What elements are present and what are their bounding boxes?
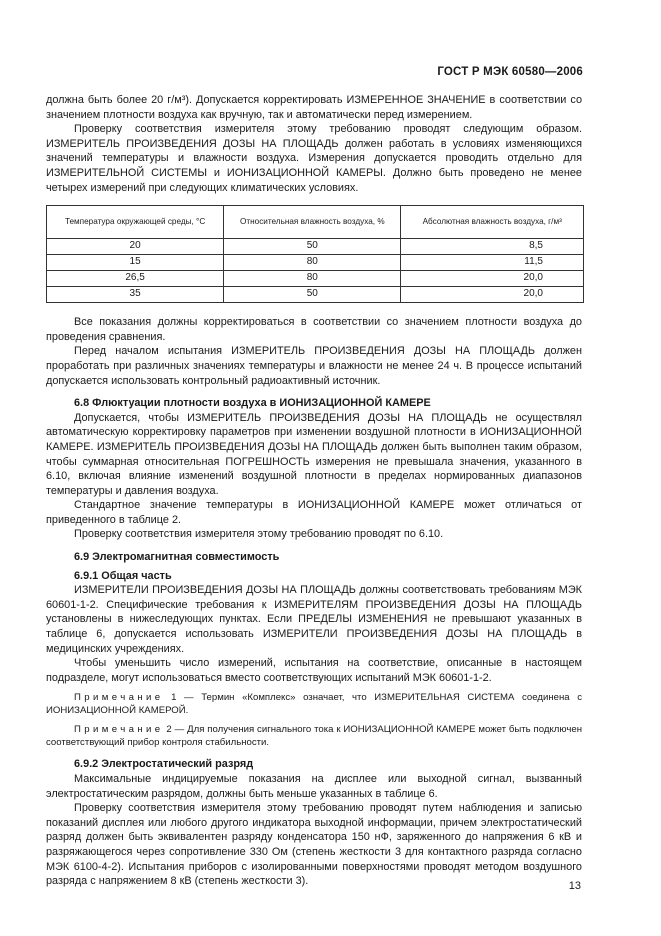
paragraph: Максимальные индицируемые показания на дисплее или выходной сигнал, вызванный электростатическим разрядом, должны быть меньше указанных в таблице 6.	[46, 773, 582, 800]
table-cell: 50	[224, 287, 401, 303]
table-header-row	[47, 206, 584, 239]
climate-conditions-table	[46, 205, 584, 303]
page-number: 13	[568, 880, 581, 892]
paragraph: Проверку соответствия измерителя этому требованию проводят по 6.10.	[74, 528, 444, 541]
section-heading-6-8: 6.8 Флюктуации плотности воздуха в ИОНИЗАЦИОННОЙ КАМЕРЕ	[74, 397, 431, 410]
section-heading-6-9-1: 6.9.1 Общая часть	[74, 569, 172, 582]
note-label: Примечание	[74, 724, 164, 736]
paragraph: Все показания должны корректироваться в соответствии со значением плотности воздуха до проведения сравнения.	[46, 316, 582, 343]
document-header: ГОСТ Р МЭК 60580—2006	[437, 66, 583, 78]
table-cell: 50	[224, 239, 401, 255]
paragraph: Проверку соответствия измерителя этому требованию проводят следующим образом. ИЗМЕРИТЕЛЬ ПРОИЗВЕДЕНИЯ ДОЗЫ НА ПЛОЩАДЬ должен работать в условиях изменяющихся значений температуры и влажности воздуха. Измерения допускается проводить отдельно для ИЗМЕРИТЕЛЬНОЙ СИСТЕМЫ и ИОНИЗАЦИОННОЙ КАМЕРЫ. Должно быть проведено не менее четырех измерений при следующих климатических условиях.	[46, 123, 582, 194]
paragraph: должна быть более 20 г/м³). Допускается корректировать ИЗМЕРЕННОЕ ЗНАЧЕНИЕ в соответствии со значением плотности воздуха как вручную, так и автоматически перед измерением.	[46, 94, 582, 121]
table-row	[47, 271, 584, 287]
paragraph: Чтобы уменьшить число измерений, испытания на соответствие, описанные в настоящем подразделе, могут использоваться вместо соответствующих испытаний МЭК 60601-1-2.	[46, 657, 582, 684]
table-cell: 20,0	[401, 287, 584, 303]
note-2	[46, 723, 582, 749]
table-cell: 8,5	[401, 239, 584, 255]
note-text: 1 — Термин «Комплекс» означает, что ИЗМЕРИТЕЛЬНАЯ СИСТЕМА соединена с ИОНИЗАЦИОННОЙ КАМЕРОЙ.	[46, 692, 582, 717]
note-text: 2 — Для получения сигнального тока к ИОНИЗАЦИОННОЙ КАМЕРЕ может быть подключен соответствующий прибор контроля стабильности.	[46, 724, 582, 749]
note-label: Примечание	[74, 692, 164, 704]
table-row	[47, 287, 584, 303]
table-row	[47, 255, 584, 271]
table-cell: 11,5	[401, 255, 584, 271]
table-cell: 26,5	[47, 271, 224, 287]
column-header: Абсолютная влажность воздуха, г/м³	[401, 206, 584, 239]
table-row	[47, 239, 584, 255]
section-heading-6-9: 6.9 Электромагнитная совместимость	[74, 551, 280, 564]
page-content	[46, 93, 582, 889]
table-cell: 80	[224, 255, 401, 271]
note-1	[46, 691, 582, 717]
paragraph: Стандартное значение температуры в ИОНИЗАЦИОННОЙ КАМЕРЕ может отличаться от приведенного в таблице 2.	[46, 499, 582, 526]
table-cell: 35	[47, 287, 224, 303]
paragraph: Проверку соответствия измерителя этому требованию проводят путем наблюдения и записью показаний дисплея или любого другого индикатора выходной информации, причем электростатический разряд должен быть эквивалентен разряду конденсатора 150 нФ, заряженного до напряжения 6 кВ и разряжающегося через сопротивление 330 Ом (степень жесткости 3 для контактного разряда согласно МЭК 6100-4-2). Испытания приборов с изолированными поверхностями проводят методом воздушного разряда с напряжением 8 кВ (степень жесткости 3).	[46, 802, 582, 888]
table-cell: 20	[47, 239, 224, 255]
column-header: Температура окружающей среды, °С	[47, 206, 224, 239]
paragraph: Допускается, чтобы ИЗМЕРИТЕЛЬ ПРОИЗВЕДЕНИЯ ДОЗЫ НА ПЛОЩАДЬ не осуществлял автоматическую корректировку параметров при изменении воздушной плотности в ИОНИЗАЦИОННОЙ КАМЕРЕ. ИЗМЕРИТЕЛЬ ПРОИЗВЕДЕНИЯ ДОЗЫ НА ПЛОЩАДЬ должен быть выполнен таким образом, чтобы суммарная относительная ПОГРЕШНОСТЬ измерения не превышала значения, указанного в 6.10, включая влияние изменений воздушной плотности в пределах нормированных диапазонов температуры и давления воздуха.	[46, 411, 582, 497]
column-header: Относительная влажность воздуха, %	[224, 206, 401, 239]
table-cell: 15	[47, 255, 224, 271]
paragraph: ИЗМЕРИТЕЛИ ПРОИЗВЕДЕНИЯ ДОЗЫ НА ПЛОЩАДЬ должны соответствовать требованиям МЭК 60601-1-2. Специфические требования к ИЗМЕРИТЕЛЯМ ПРОИЗВЕДЕНИЯ ДОЗЫ НА ПЛОЩАДЬ установлены в нижеследующих пунктах. Если ПРЕДЕЛЫ ИЗМЕНЕНИЯ не превышают указанных в таблице 6, допускается использовать ИЗМЕРИТЕЛИ ПРОИЗВЕДЕНИЯ ДОЗЫ НА ПЛОЩАДЬ в медицинских учреждениях.	[46, 584, 582, 655]
table-cell: 80	[224, 271, 401, 287]
paragraph: Перед началом испытания ИЗМЕРИТЕЛЬ ПРОИЗВЕДЕНИЯ ДОЗЫ НА ПЛОЩАДЬ должен проработать при различных значениях температуры и влажности не менее 24 ч. В процессе испытаний допускается использовать контрольный радиоактивный источник.	[46, 345, 582, 387]
section-heading-6-9-2: 6.9.2 Электростатический разряд	[74, 758, 254, 771]
table-cell: 20,0	[401, 271, 584, 287]
